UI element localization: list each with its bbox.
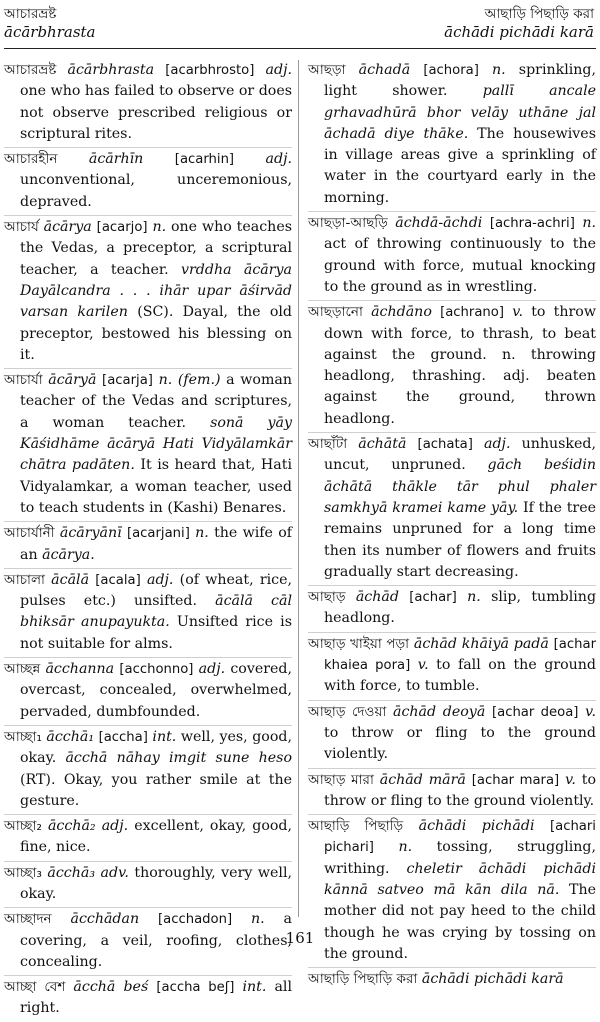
headword-translit: ācchā₃ xyxy=(47,864,96,881)
phonetic: [achora] xyxy=(423,63,479,78)
definition: thoroughly, very well, okay. xyxy=(20,864,293,902)
headword-bengali: আচালা xyxy=(4,571,45,588)
phonetic: [acarhin] xyxy=(174,152,235,168)
definition-continued: (RT). Okay, you rather smile at the gesture. xyxy=(20,771,292,809)
dictionary-entry xyxy=(308,211,596,298)
part-of-speech: adj. xyxy=(198,661,226,678)
headword-translit: āchdā-āchdi xyxy=(395,215,483,232)
phonetic: [achar] xyxy=(409,590,457,606)
headword-bengali: আছাড়ি পিছাড়ি xyxy=(308,818,404,835)
phonetic: [acala] xyxy=(95,572,141,588)
headword-translit: ācālā xyxy=(51,571,90,588)
headword-translit: ācchā₂ xyxy=(47,818,96,835)
definition-continued: . xyxy=(90,546,95,563)
right-column xyxy=(308,60,596,992)
part-of-speech: n. xyxy=(582,215,597,232)
definition: a covering, a veil, roofing, clothes, concealing. xyxy=(20,911,292,970)
dictionary-entry xyxy=(4,861,292,906)
dictionary-entry xyxy=(4,215,292,366)
phonetic: [acarjani] xyxy=(126,526,190,542)
example: vrddha ācārya Dayālcandra . . . ihār upar āśirvād varsan karilen xyxy=(20,261,292,321)
dictionary-entry xyxy=(308,700,596,766)
definition: to throw or fling to the ground violently. xyxy=(324,724,596,763)
phonetic: [acchadon] xyxy=(158,912,233,928)
definition: one who teaches the Vedas, a preceptor, a scriptural teacher, a teacher. xyxy=(20,219,293,278)
part-of-speech: adv. xyxy=(100,864,129,881)
definition-continued: The housewives in village areas give a sprinkling of water in the courtyard early in the morning. xyxy=(324,125,596,206)
headword-bengali: আচ্ছা₁ xyxy=(4,728,42,745)
dictionary-entry xyxy=(4,975,292,1020)
definition: covered, overcast, concealed, overwhelmed, pervaded, dumbfounded. xyxy=(20,661,293,720)
headword-translit: āchād mārā xyxy=(379,771,466,788)
headword-translit: āchdāno xyxy=(371,304,432,321)
part-of-speech: int. xyxy=(242,979,267,996)
header-left-guide-word xyxy=(4,4,96,41)
definition: the wife of an xyxy=(20,525,293,563)
headword-translit: ācāryānī xyxy=(59,525,122,542)
dictionary-entry xyxy=(4,568,292,655)
part-of-speech: int. xyxy=(152,728,177,745)
definition: (of wheat, rice, pulses etc.) unsifted. xyxy=(20,571,293,610)
phonetic: [achra-achri] xyxy=(489,216,575,232)
page-header xyxy=(4,4,594,44)
dictionary-entry xyxy=(308,300,596,430)
dictionary-entry xyxy=(4,521,292,566)
headword-translit: ācchādan xyxy=(70,911,140,928)
definition: excellent, okay, good, fine, nice. xyxy=(20,818,293,856)
headword-bengali: আচারভ্রষ্ট xyxy=(4,62,57,78)
headword-bengali: আচার্যানী xyxy=(4,525,55,542)
headword-bengali: আছড়া xyxy=(308,62,346,78)
definition: to throw or fling to the ground violently. xyxy=(324,771,597,809)
headword-translit: ācāryā xyxy=(48,372,97,389)
column-divider xyxy=(298,60,299,917)
headword-bengali: আছাড় দেওয়া xyxy=(308,703,387,720)
headword-bengali: আচ্ছা₂ xyxy=(4,818,42,835)
dictionary-entry xyxy=(308,632,596,698)
dictionary-entry xyxy=(308,60,596,209)
definition: to fall on the ground with force, to tumble. xyxy=(324,657,597,695)
definition-continued: If the tree remains unpruned for a long time then its number of flowers and fruits gradually start decreasing. xyxy=(324,499,596,580)
part-of-speech: adj. xyxy=(146,571,174,588)
dictionary-entry xyxy=(4,725,292,812)
definition: all right. xyxy=(20,979,292,1017)
headword-bengali: আচ্ছন্ন xyxy=(4,661,41,678)
headword-bengali: আচ্ছাদন xyxy=(4,911,52,928)
example: ācālā cāl bhiksār anupayukta. xyxy=(20,593,292,631)
headword-bengali: আচ্ছা বেশ xyxy=(4,979,66,996)
headword-bengali: আছড়ানো xyxy=(308,304,363,321)
headword-translit: ācchā₁ xyxy=(46,728,95,745)
definition: unhusked, uncut, unpruned. xyxy=(324,436,596,474)
definition: sprinkling, light shower. xyxy=(324,62,597,100)
example: ācārya xyxy=(42,546,91,563)
header-right-translit: āchādi pichādi karā xyxy=(444,23,594,41)
page-number: 161 xyxy=(285,929,315,947)
definition: one who has failed to observe or does not observe prescribed religious or scriptural rites. xyxy=(20,83,292,142)
headword-translit: āchād khāiyā padā xyxy=(413,635,549,652)
definition: tossing, struggling, writhing. xyxy=(324,839,596,877)
headword-translit: ācārhīn xyxy=(88,151,144,168)
part-of-speech: n. xyxy=(195,525,209,542)
dictionary-entry xyxy=(308,768,596,813)
phonetic: [acchonno] xyxy=(119,662,194,678)
part-of-speech: n. xyxy=(492,62,506,78)
left-column xyxy=(4,60,292,1022)
phonetic: [achari pichari] xyxy=(324,819,596,856)
header-left-translit: ācārbhrasta xyxy=(4,23,96,41)
headword-bengali: আচার্য xyxy=(4,219,39,236)
headword-translit: āchādi pichādi xyxy=(418,818,535,835)
part-of-speech: adj. xyxy=(265,151,292,168)
headword-translit: āchātā xyxy=(358,436,407,453)
part-of-speech: n. xyxy=(251,911,265,928)
part-of-speech: adj. xyxy=(101,818,129,835)
part-of-speech: adj. xyxy=(484,436,511,453)
headword-translit: āchadā xyxy=(358,62,411,78)
part-of-speech: v. xyxy=(417,657,429,674)
definition: act of throwing continuously to the ground with force, mutual knocking to the ground as in wrestling. xyxy=(324,236,596,295)
part-of-speech: n. xyxy=(152,219,167,236)
header-rule xyxy=(4,48,596,49)
header-right-guide-word xyxy=(444,4,594,41)
dictionary-entry xyxy=(308,432,596,583)
part-of-speech: v. xyxy=(585,703,596,720)
header-right-bengali: আছাড়ি পিছাড়ি করা xyxy=(484,6,594,22)
headword-translit: ācchā beś xyxy=(73,979,149,996)
definition-continued: Unsifted rice is not suitable for alms. xyxy=(20,614,292,652)
definition: a woman teacher of the Vedas and scriptures, a woman teacher. xyxy=(20,372,292,431)
part-of-speech: adj. xyxy=(265,62,292,78)
headword-bengali: আছড়া-আছড়ি xyxy=(308,215,388,232)
phonetic: [achar khaiea pora] xyxy=(324,636,596,674)
phonetic: [acarjo] xyxy=(96,220,148,236)
dictionary-entry xyxy=(4,814,292,859)
headword-translit: ācchanna xyxy=(45,661,115,678)
definition: to throw down with force, to thrash, to beat against the ground. n. throwing headlong, thrashing. adj. beaten against the ground, thrown headlong. xyxy=(324,304,596,427)
dictionary-entry xyxy=(4,60,292,145)
header-left-bengali: আচারভ্রষ্ট xyxy=(4,6,57,22)
phonetic: [achrano] xyxy=(440,305,504,321)
headword-bengali: আছাড় xyxy=(308,589,346,606)
dictionary-entry xyxy=(308,967,596,990)
headword-bengali: আচারহীন xyxy=(4,151,58,168)
definition: well, yes, good, okay. xyxy=(20,728,292,767)
headword-bengali: আছাড় মারা xyxy=(308,771,374,788)
headword-translit: ācārya xyxy=(43,219,92,236)
headword-translit: āchād deoyā xyxy=(393,703,486,720)
dictionary-entry xyxy=(4,368,292,519)
definition-continued: (SC). Dayal, the old preceptor, bestowed his blessing on it. xyxy=(20,304,292,363)
phonetic: [acarja] xyxy=(102,373,153,389)
definition: unconventional, unceremonious, depraved. xyxy=(20,172,292,210)
part-of-speech: n. xyxy=(398,839,413,856)
phonetic: [acarbhrosto] xyxy=(165,63,255,78)
headword-bengali: আছাড় খাইয়া পড়া xyxy=(308,635,410,652)
dictionary-entry xyxy=(308,585,596,630)
example: pallī ancale grhavadhūrā bhor velāy uthāne jal āchadā diye thāke. xyxy=(324,83,596,142)
headword-translit: āchādi pichādi karā xyxy=(421,971,564,988)
part-of-speech: v. xyxy=(565,771,576,788)
dictionary-entry xyxy=(4,657,292,723)
headword-translit: āchād xyxy=(355,589,399,606)
headword-bengali: আছাঁটা xyxy=(308,436,348,453)
part-of-speech: n. (fem.) xyxy=(158,372,221,389)
headword-translit: ācārbhrasta xyxy=(67,62,155,78)
headword-bengali: আচ্ছা₃ xyxy=(4,864,42,881)
definition-continued: It is heard that, Hati Vidyalamkar, a woman teacher, used to teach students in (Kashi) Benares. xyxy=(20,457,293,516)
headword-bengali: আছাড়ি পিছাড়ি করা xyxy=(308,971,418,988)
headword-bengali: আচার্যা xyxy=(4,372,43,389)
definition: slip, tumbling headlong. xyxy=(324,589,597,627)
part-of-speech: v. xyxy=(512,304,524,321)
phonetic: [achata] xyxy=(417,437,473,453)
example: sonā yāy Kāśidhāme ācāryā Hati Vidyālamkār chātra padāten. xyxy=(20,414,292,474)
definition-continued: The mother did not pay heed to the child though he was crying by tossing on the ground. xyxy=(324,881,596,962)
phonetic: [achar deoa] xyxy=(491,704,579,720)
example: cheletir āchādi pichādi kānnā satveo mā kān dila nā. xyxy=(324,860,596,898)
example: ācchā nāhay imgit sune heso xyxy=(65,750,292,767)
phonetic: [accha beʃ] xyxy=(156,980,235,996)
dictionary-entry xyxy=(4,147,292,213)
part-of-speech: n. xyxy=(467,589,481,606)
example: gāch beśidin āchātā thākle tār phul phaler samkhyā kramei kame yāy. xyxy=(324,457,597,516)
phonetic: [accha] xyxy=(98,729,148,745)
phonetic: [achar mara] xyxy=(471,772,560,788)
